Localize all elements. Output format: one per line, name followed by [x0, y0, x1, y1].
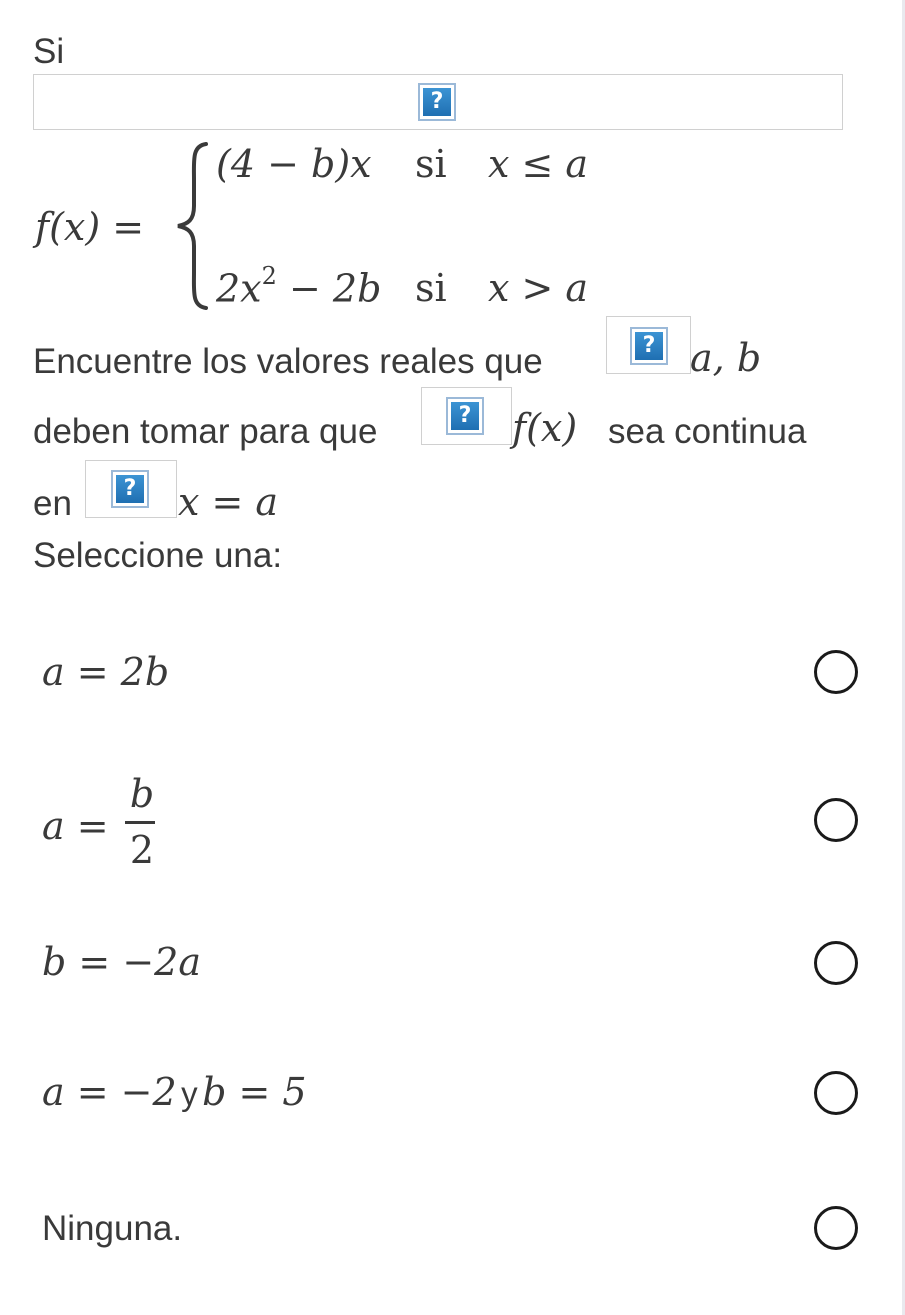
missing-image-icon: ?	[111, 470, 149, 508]
piece2-expression: $2x^2 - 2b$	[216, 262, 382, 311]
prompt-line2-text: deben tomar para que	[33, 412, 378, 451]
fraction-denominator: 2	[129, 828, 155, 872]
option-label: a = −2 y b = 5	[42, 1070, 307, 1114]
prompt-line3-text: en	[33, 484, 72, 523]
missing-image-icon: ?	[446, 397, 484, 435]
option-label: Ninguna.	[42, 1209, 183, 1248]
radio-button[interactable]	[814, 1206, 858, 1250]
prompt-line2-math: f(x)	[512, 406, 578, 450]
missing-image-icon: ?	[630, 327, 668, 365]
option-label: b = −2a	[42, 940, 201, 984]
answer-option-2[interactable]	[0, 760, 895, 890]
prompt-line1-math: a, b	[690, 336, 762, 380]
radio-button[interactable]	[814, 798, 858, 842]
fraction-bar	[125, 821, 155, 824]
piece2-condition: x > a	[488, 266, 589, 310]
prompt-line3-math: x = a	[178, 480, 279, 524]
left-brace-icon	[172, 140, 212, 312]
answer-option-5[interactable]	[0, 1175, 895, 1285]
answer-option-3[interactable]	[0, 910, 895, 1020]
answer-option-1[interactable]	[0, 620, 895, 730]
piece1-expression: (4 − b)x	[216, 142, 372, 186]
option-label-lhs: a =	[42, 804, 109, 848]
function-lhs: f(x) =	[35, 205, 145, 249]
piece1-si: si	[415, 142, 447, 186]
fraction-numerator: b	[129, 772, 155, 816]
select-prompt: Seleccione una:	[33, 536, 283, 575]
option-label: a = 2b	[42, 650, 170, 694]
piece2-si: si	[415, 266, 447, 310]
radio-button[interactable]	[814, 941, 858, 985]
intro-text: Si	[33, 32, 65, 71]
missing-image-icon: ?	[418, 83, 456, 121]
radio-button[interactable]	[814, 650, 858, 694]
answer-option-4[interactable]	[0, 1040, 895, 1150]
piece1-condition: x ≤ a	[488, 142, 589, 186]
prompt-line1-text: Encuentre los valores reales que	[33, 342, 543, 381]
prompt-line2-text-after: sea continua	[608, 412, 807, 451]
radio-button[interactable]	[814, 1071, 858, 1115]
